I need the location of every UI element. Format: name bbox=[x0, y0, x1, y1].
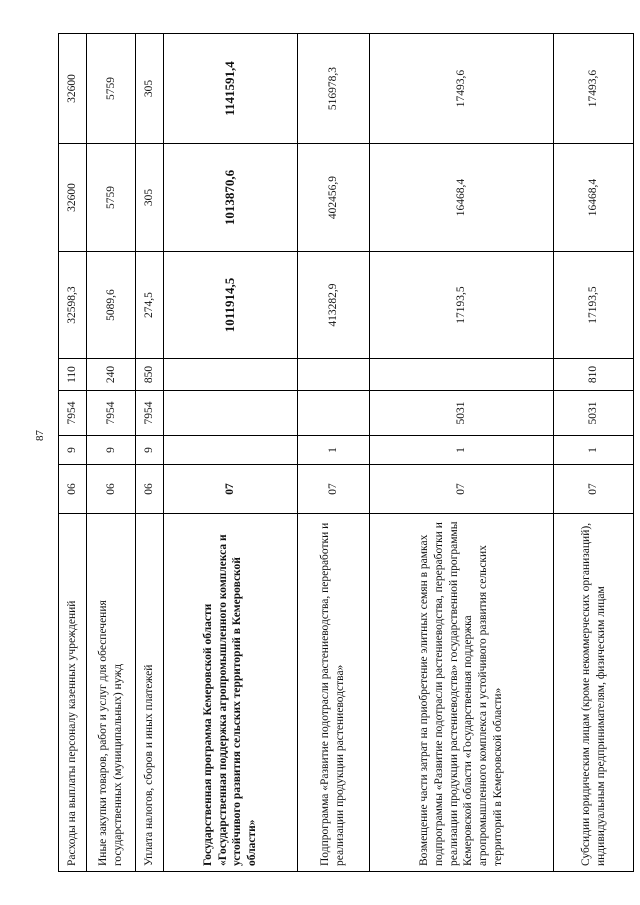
amount-1: 17193,5 bbox=[369, 252, 554, 359]
target-article-code: 5031 bbox=[369, 391, 554, 436]
amount-2: 1013870,6 bbox=[164, 144, 297, 252]
target-article-code: 7954 bbox=[87, 391, 136, 436]
page-number: 87 bbox=[34, 430, 46, 441]
section-code: 06 bbox=[136, 465, 164, 514]
budget-table-rotated bbox=[58, 34, 634, 872]
amount-3: 17493,6 bbox=[554, 34, 634, 144]
amount-1: 5089,6 bbox=[87, 252, 136, 359]
budget-table bbox=[58, 33, 634, 872]
amount-2: 16468,4 bbox=[554, 144, 634, 252]
target-article-code bbox=[297, 391, 369, 436]
subsection-code: 1 bbox=[297, 436, 369, 465]
target-article-code: 5031 bbox=[554, 391, 634, 436]
amount-3: 5759 bbox=[87, 34, 136, 144]
target-article-code: 7954 bbox=[59, 391, 87, 436]
expense-type-code: 240 bbox=[87, 359, 136, 391]
subsection-code: 1 bbox=[369, 436, 554, 465]
amount-2: 16468,4 bbox=[369, 144, 554, 252]
row-name: Иные закупки товаров, работ и услуг для обеспечения государственных (муниципальных) нужд bbox=[87, 514, 136, 872]
row-name: Субсидии юридическим лицам (кроме некоммерческих организаций), индивидуальным предпринимателям, физическим лицам bbox=[554, 514, 634, 872]
amount-1: 1011914,5 bbox=[164, 252, 297, 359]
table-row bbox=[87, 34, 136, 872]
subsection-code: 9 bbox=[59, 436, 87, 465]
subsection-code bbox=[164, 436, 297, 465]
amount-2: 5759 bbox=[87, 144, 136, 252]
section-code: 07 bbox=[369, 465, 554, 514]
row-name: Государственная программа Кемеровской области «Государственная поддержка агропромышленного комплекса и устойчивого развития сельских территорий в Кемеровской области» bbox=[164, 514, 297, 872]
amount-2: 32600 bbox=[59, 144, 87, 252]
amount-1: 274,5 bbox=[136, 252, 164, 359]
amount-2: 305 bbox=[136, 144, 164, 252]
target-article-code: 7954 bbox=[136, 391, 164, 436]
row-name: Подпрограмма «Развитие подотрасли растениеводства, переработки и реализации продукции растениеводства» bbox=[297, 514, 369, 872]
section-code: 06 bbox=[87, 465, 136, 514]
expense-type-code: 110 bbox=[59, 359, 87, 391]
expense-type-code bbox=[297, 359, 369, 391]
section-code: 07 bbox=[554, 465, 634, 514]
table-row bbox=[369, 34, 554, 872]
section-code: 06 bbox=[59, 465, 87, 514]
row-name: Уплата налогов, сборов и иных платежей bbox=[136, 514, 164, 872]
table-row bbox=[297, 34, 369, 872]
amount-3: 516978,3 bbox=[297, 34, 369, 144]
target-article-code bbox=[164, 391, 297, 436]
expense-type-code: 850 bbox=[136, 359, 164, 391]
expense-type-code bbox=[369, 359, 554, 391]
subsection-code: 9 bbox=[136, 436, 164, 465]
row-name: Расходы на выплаты персоналу казенных учреждений bbox=[59, 514, 87, 872]
section-code: 07 bbox=[297, 465, 369, 514]
row-name: Возмещение части затрат на приобретение элитных семян в рамках подпрограммы «Развитие подотрасли растениеводства, переработки и реализации продукции растениеводства» государственной программы Кемеровской области «Государственная поддержка агропромышленного комплекса и устойчивого развития сельских территорий в Кемеровской области» bbox=[369, 514, 554, 872]
amount-1: 17193,5 bbox=[554, 252, 634, 359]
amount-3: 17493,6 bbox=[369, 34, 554, 144]
amount-3: 305 bbox=[136, 34, 164, 144]
amount-1: 413282,9 bbox=[297, 252, 369, 359]
expense-type-code bbox=[164, 359, 297, 391]
section-code: 07 bbox=[164, 465, 297, 514]
table-row bbox=[136, 34, 164, 872]
amount-1: 32598,3 bbox=[59, 252, 87, 359]
table-row bbox=[164, 34, 297, 872]
table-row bbox=[554, 34, 634, 872]
expense-type-code: 810 bbox=[554, 359, 634, 391]
subsection-code: 9 bbox=[87, 436, 136, 465]
amount-2: 402456,9 bbox=[297, 144, 369, 252]
amount-3: 1141591,4 bbox=[164, 34, 297, 144]
amount-3: 32600 bbox=[59, 34, 87, 144]
table-row bbox=[59, 34, 87, 872]
subsection-code: 1 bbox=[554, 436, 634, 465]
